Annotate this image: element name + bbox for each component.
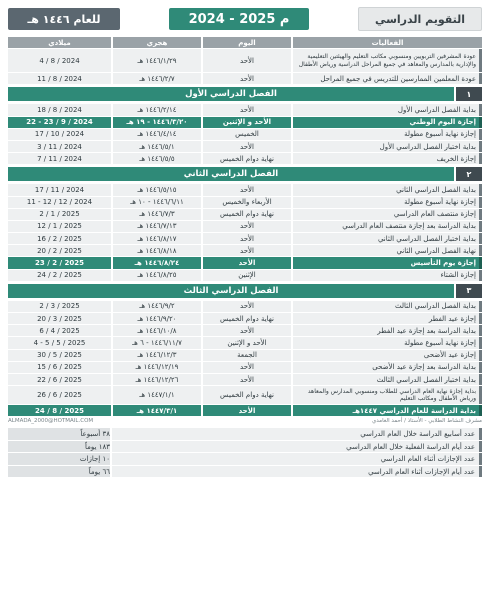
greg-cell: 3 / 11 / 2024 [8, 141, 111, 152]
summary-row [8, 466, 482, 478]
greg-cell: 24 / 2 / 2025 [8, 270, 111, 281]
table-row [8, 405, 482, 416]
day-cell: نهاية دوام الخميس [203, 386, 291, 404]
greg-cell: 20 / 3 / 2025 [8, 313, 111, 324]
page-title: التقويم الدراسي [358, 7, 482, 31]
section-number: ٢ [456, 167, 482, 181]
hijri-cell: ١٤٤٦/٥/٥ هـ [113, 153, 201, 164]
event-cell: إجازة عيد الفطر [293, 313, 482, 324]
col-greg: ميلادي [8, 37, 111, 48]
table-row [8, 209, 482, 220]
greg-cell: 23 / 2 / 2025 [8, 257, 111, 268]
header [8, 6, 482, 32]
summary-value: ١٨٣ يوماً [8, 441, 110, 453]
credit-text: مشرف النشاط الطلابي - الأستاذ / أحمد الغامدي [371, 418, 482, 425]
day-cell: الأحد و الإثنين [203, 117, 291, 128]
table-row [8, 270, 482, 281]
day-cell: الجمعة [203, 350, 291, 361]
day-cell: الأحد [203, 233, 291, 244]
event-cell: بداية الفصل الدراسي الثاني [293, 184, 482, 195]
event-cell: إجازة يوم التأسيس [293, 257, 482, 268]
day-cell: الخميس [203, 129, 291, 140]
hijri-cell: ١٤٤٦/٥/١ هـ [113, 141, 201, 152]
table-row [8, 184, 482, 195]
event-cell: بداية الفصل الدراسي الأول [293, 104, 482, 115]
event-cell: بداية الدراسة للعام الدراسي ١٤٤٧هـ [293, 405, 482, 416]
table-row [8, 73, 482, 84]
event-cell: عودة المعلمين الممارسين للتدريس في جميع المراحل [293, 73, 482, 84]
day-cell: الأحد [203, 141, 291, 152]
table-row [8, 49, 482, 72]
summary-label: عدد أسابيع الدراسة خلال العام الدراسي [112, 428, 482, 440]
greg-cell: 4 - 5 / 5 / 2025 [8, 337, 111, 348]
event-cell: بداية اختبار الفصل الدراسي الثاني [293, 233, 482, 244]
summary-row [8, 428, 482, 440]
event-cell: عودة المشرفين التربويين ومنسوبي مكاتب التعليم والهيئتين التعليمية والإدارية بالمدارس والمعاهد في جميع المراحل الدراسية ورياض الأطفال [293, 49, 482, 72]
summary-value: ٣٨ أسبوعاً [8, 428, 110, 440]
day-cell: الأحد [203, 362, 291, 373]
hijri-cell: ١٤٤٦/٩/٢٠ هـ [113, 313, 201, 324]
event-cell: بداية الفصل الدراسي الثالث [293, 301, 482, 312]
greg-cell: 7 / 11 / 2024 [8, 153, 111, 164]
day-cell: نهاية دوام الخميس [203, 209, 291, 220]
greg-cell: 24 / 8 / 2025 [8, 405, 111, 416]
summary-label: عدد أيام الإجازات أثناء العام الدراسي [112, 466, 482, 478]
greg-cell: 30 / 5 / 2025 [8, 350, 111, 361]
event-cell: إجازة نهاية أسبوع مطولة [293, 197, 482, 208]
table-row [8, 313, 482, 324]
greg-cell: 11 - 12 / 12 / 2024 [8, 197, 111, 208]
table-row [8, 325, 482, 336]
day-cell: الأحد [203, 49, 291, 72]
greg-cell: 22 - 23 / 9 / 2024 [8, 117, 111, 128]
greg-cell: 2 / 1 / 2025 [8, 209, 111, 220]
hijri-cell: ١٤٤٦/٧/٣ هـ [113, 209, 201, 220]
greg-cell: 20 / 2 / 2025 [8, 245, 111, 256]
event-cell: بداية الدراسة بعد إجازة عيد الأضحى [293, 362, 482, 373]
hijri-cell: ١٤٤٦/٣/٢٠ - ١٩ هـ [113, 117, 201, 128]
table-row [8, 350, 482, 361]
hijri-cell: ١٤٤٧/٣/١ هـ [113, 405, 201, 416]
hijri-cell: ١٤٤٦/١٢/١٩ هـ [113, 362, 201, 373]
calendar-table [8, 37, 482, 416]
event-cell: إجازة نهاية أسبوع مطولة [293, 337, 482, 348]
table-row [8, 221, 482, 232]
table-row [8, 129, 482, 140]
table-row [8, 245, 482, 256]
greg-cell: 17 / 10 / 2024 [8, 129, 111, 140]
day-cell: الأحد [203, 405, 291, 416]
day-cell: الأربعاء والخميس [203, 197, 291, 208]
greg-cell: 15 / 6 / 2025 [8, 362, 111, 373]
day-cell: الأحد [203, 374, 291, 385]
section-title: الفصل الدراسي الثاني [8, 167, 454, 181]
hijri-cell: ١٤٤٦/٤/١٤ هـ [113, 129, 201, 140]
table-row [8, 197, 482, 208]
event-cell: إجازة نهاية أسبوع مطولة [293, 129, 482, 140]
hijri-cell: ١٤٤٦/٧/١٣ هـ [113, 221, 201, 232]
summary-value: ٦٦ يوماً [8, 466, 110, 478]
col-hijri: هجري [113, 37, 201, 48]
day-cell: الإثنين [203, 270, 291, 281]
summary-list [8, 428, 482, 477]
table-row [8, 153, 482, 164]
section-title: الفصل الدراسي الأول [8, 87, 454, 101]
day-cell: الأحد [203, 301, 291, 312]
hijri-cell: ١٤٤٦/٢/٧ هـ [113, 73, 201, 84]
table-row [8, 257, 482, 268]
hijri-cell: ١٤٤٦/١٠/٨ هـ [113, 325, 201, 336]
summary-value: ١٠ إجازات [8, 453, 110, 465]
table-row [8, 141, 482, 152]
table-header [8, 37, 482, 48]
greg-cell: 26 / 6 / 2025 [8, 386, 111, 404]
hijri-cell: ١٤٤٦/٢/١٤ هـ [113, 104, 201, 115]
day-cell: الأحد [203, 325, 291, 336]
greg-cell: 17 / 11 / 2024 [8, 184, 111, 195]
hijri-cell: ١٤٤٦/١١/٧ - ٦ هـ [113, 337, 201, 348]
hijri-cell: ١٤٤٦/١٢/٣ هـ [113, 350, 201, 361]
table-row [8, 233, 482, 244]
day-cell: نهاية دوام الخميس [203, 153, 291, 164]
hijri-cell: ١٤٤٦/٨/٢٥ هـ [113, 270, 201, 281]
event-cell: إجازة عيد الأضحى [293, 350, 482, 361]
greg-cell: 16 / 2 / 2025 [8, 233, 111, 244]
greg-cell: 6 / 4 / 2025 [8, 325, 111, 336]
event-cell: بداية إجازة نهاية العام الدراسي للطلاب ومنسوبي المدارس والمعاهد ورياض الأطفال ومكاتب التعليم [293, 386, 482, 404]
event-cell: إجازة منتصف العام الدراسي [293, 209, 482, 220]
summary-row [8, 453, 482, 465]
summary-row [8, 441, 482, 453]
years-title: 2024 - 2025 م [169, 8, 309, 30]
event-cell: إجازة اليوم الوطني [293, 117, 482, 128]
section-header [8, 167, 482, 181]
section-number: ١ [456, 87, 482, 101]
greg-cell: 12 / 1 / 2025 [8, 221, 111, 232]
section-number: ٣ [456, 284, 482, 298]
event-cell: إجازة الخريف [293, 153, 482, 164]
event-cell: بداية الدراسة بعد إجازة عيد الفطر [293, 325, 482, 336]
table-row [8, 374, 482, 385]
day-cell: الأحد [203, 104, 291, 115]
greg-cell: 4 / 8 / 2024 [8, 49, 111, 72]
table-row [8, 337, 482, 348]
email-text: ALMADA_2000@HOTMAIL.COM [8, 418, 94, 425]
col-event: الفعاليات [293, 37, 482, 48]
event-cell: بداية اختبار الفصل الدراسي الثالث [293, 374, 482, 385]
hijri-cell: ١٤٤٦/٥/١٥ هـ [113, 184, 201, 195]
hijri-year-title: للعام ١٤٤٦ هـ [8, 8, 120, 30]
section-title: الفصل الدراسي الثالث [8, 284, 454, 298]
table-row [8, 104, 482, 115]
hijri-cell: ١٤٤٦/٨/١٨ هـ [113, 245, 201, 256]
event-cell: نهاية الفصل الدراسي الثاني [293, 245, 482, 256]
table-row [8, 301, 482, 312]
day-cell: الأحد [203, 73, 291, 84]
day-cell: الأحد و الإثنين [203, 337, 291, 348]
hijri-cell: ١٤٤٦/٨/١٧ هـ [113, 233, 201, 244]
greg-cell: 18 / 8 / 2024 [8, 104, 111, 115]
day-cell: نهاية دوام الخميس [203, 313, 291, 324]
table-row [8, 362, 482, 373]
section-header [8, 284, 482, 298]
greg-cell: 2 / 3 / 2025 [8, 301, 111, 312]
hijri-cell: ١٤٤٧/١/١ هـ [113, 386, 201, 404]
event-cell: بداية الدراسة بعد إجازة منتصف العام الدراسي [293, 221, 482, 232]
day-cell: الأحد [203, 245, 291, 256]
day-cell: الأحد [203, 184, 291, 195]
day-cell: الأحد [203, 221, 291, 232]
hijri-cell: ١٤٤٦/١٢/٢٦ هـ [113, 374, 201, 385]
hijri-cell: ١٤٤٦/١/٢٩ هـ [113, 49, 201, 72]
event-cell: بداية اختبار الفصل الدراسي الأول [293, 141, 482, 152]
table-row [8, 386, 482, 404]
event-cell: إجازة الشتاء [293, 270, 482, 281]
hijri-cell: ١٤٤٦/٩/٢ هـ [113, 301, 201, 312]
hijri-cell: ١٤٤٦/٨/٢٤ هـ [113, 257, 201, 268]
hijri-cell: ١٤٤٦/٦/١١ - ١٠ هـ [113, 197, 201, 208]
summary-label: عدد الإجازات أثناء العام الدراسي [112, 453, 482, 465]
col-day: اليوم [203, 37, 291, 48]
section-header [8, 87, 482, 101]
table-row [8, 117, 482, 128]
summary-label: عدد أيام الدراسة الفعلية خلال العام الدراسي [112, 441, 482, 453]
footer-note [8, 418, 482, 426]
greg-cell: 11 / 8 / 2024 [8, 73, 111, 84]
greg-cell: 22 / 6 / 2025 [8, 374, 111, 385]
day-cell: الأحد [203, 257, 291, 268]
